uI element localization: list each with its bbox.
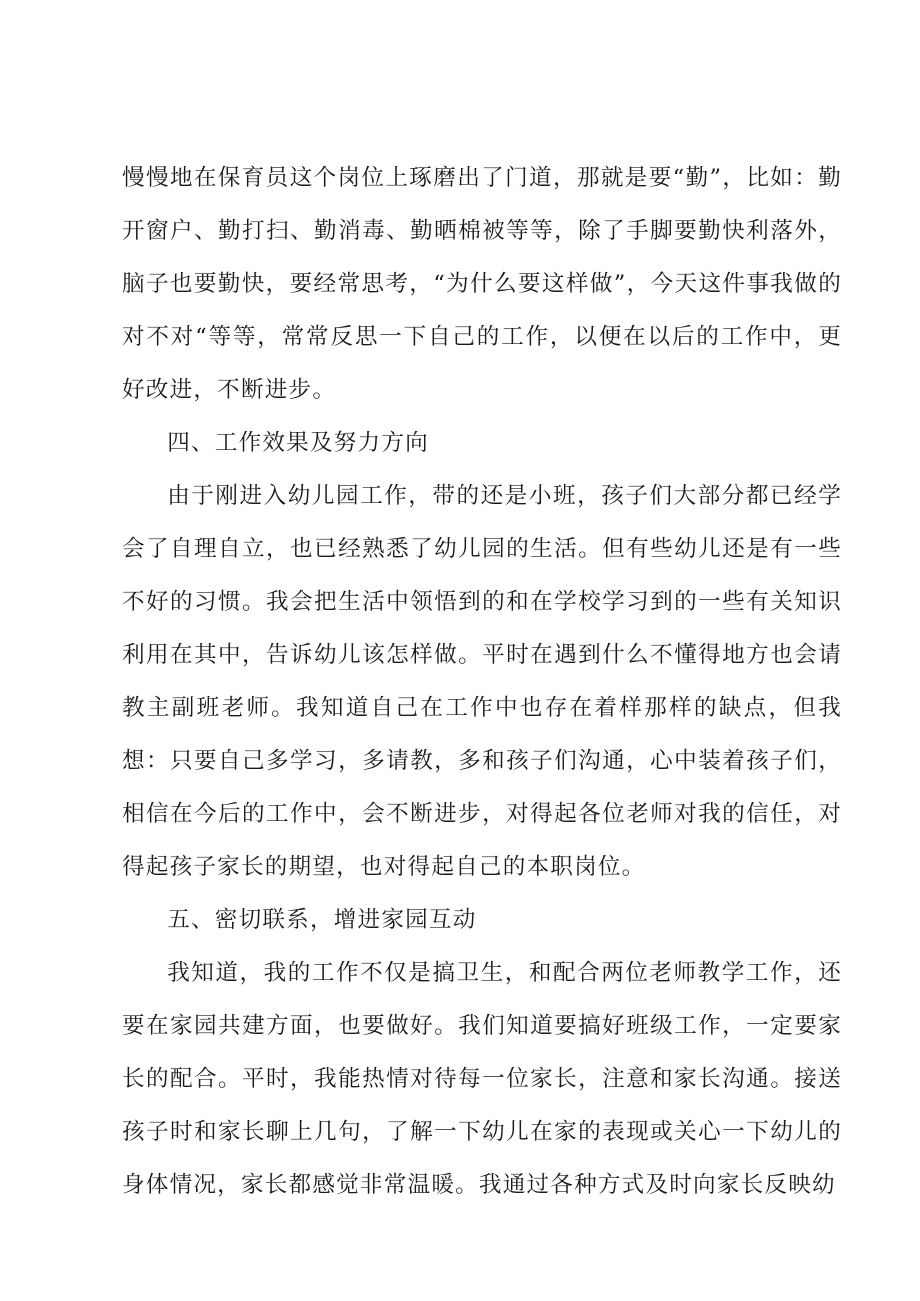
section-heading-5: 五、密切联系，增进家园互动 xyxy=(167,907,477,933)
paragraph-home-school: 我知道，我的工作不仅是搞卫生，和配合两位老师教学工作，还要在家园共建方面，也要做好。我们知道要搞好班级工作，一定要家长的配合。平时，我能热情对待每一位家长，注意和家长沟通。接送孩子时和家长聊上几句，了解一下幼儿在家的表现或关心一下幼儿的身体情况，家长都感觉非常温暖。我通过各种方式及时向家长反映幼 xyxy=(122,960,842,1198)
paragraph-continuation: 慢慢地在保育员这个岗位上琢磨出了门道，那就是要“勤”，比如：勤开窗户、勤打扫、勤消毒、勤晒棉被等等，除了手脚要勤快利落外，脑子也要勤快，要经常思考，“为什么要这样做”，今天这件事我做的对不对“等等，常常反思一下自己的工作，以便在以后的工作中，更好改进，不断进步。 xyxy=(122,165,842,403)
section-heading-4: 四、工作效果及努力方向 xyxy=(167,430,429,456)
document-body xyxy=(122,152,842,1212)
paragraph-work-effect: 由于刚进入幼儿园工作，带的还是小班，孩子们大部分都已经学会了自理自立，也已经熟悉了幼儿园的生活。但有些幼儿还是有一些不好的习惯。我会把生活中领悟到的和在学校学习到的一些有关知识利用在其中，告诉幼儿该怎样做。平时在遇到什么不懂得地方也会请教主副班老师。我知道自己在工作中也存在着样那样的缺点，但我想：只要自己多学习，多请教，多和孩子们沟通，心中装着孩子们，相信在今后的工作中，会不断进步，对得起各位老师对我的信任，对得起孩子家长的期望，也对得起自己的本职岗位。 xyxy=(122,483,842,880)
